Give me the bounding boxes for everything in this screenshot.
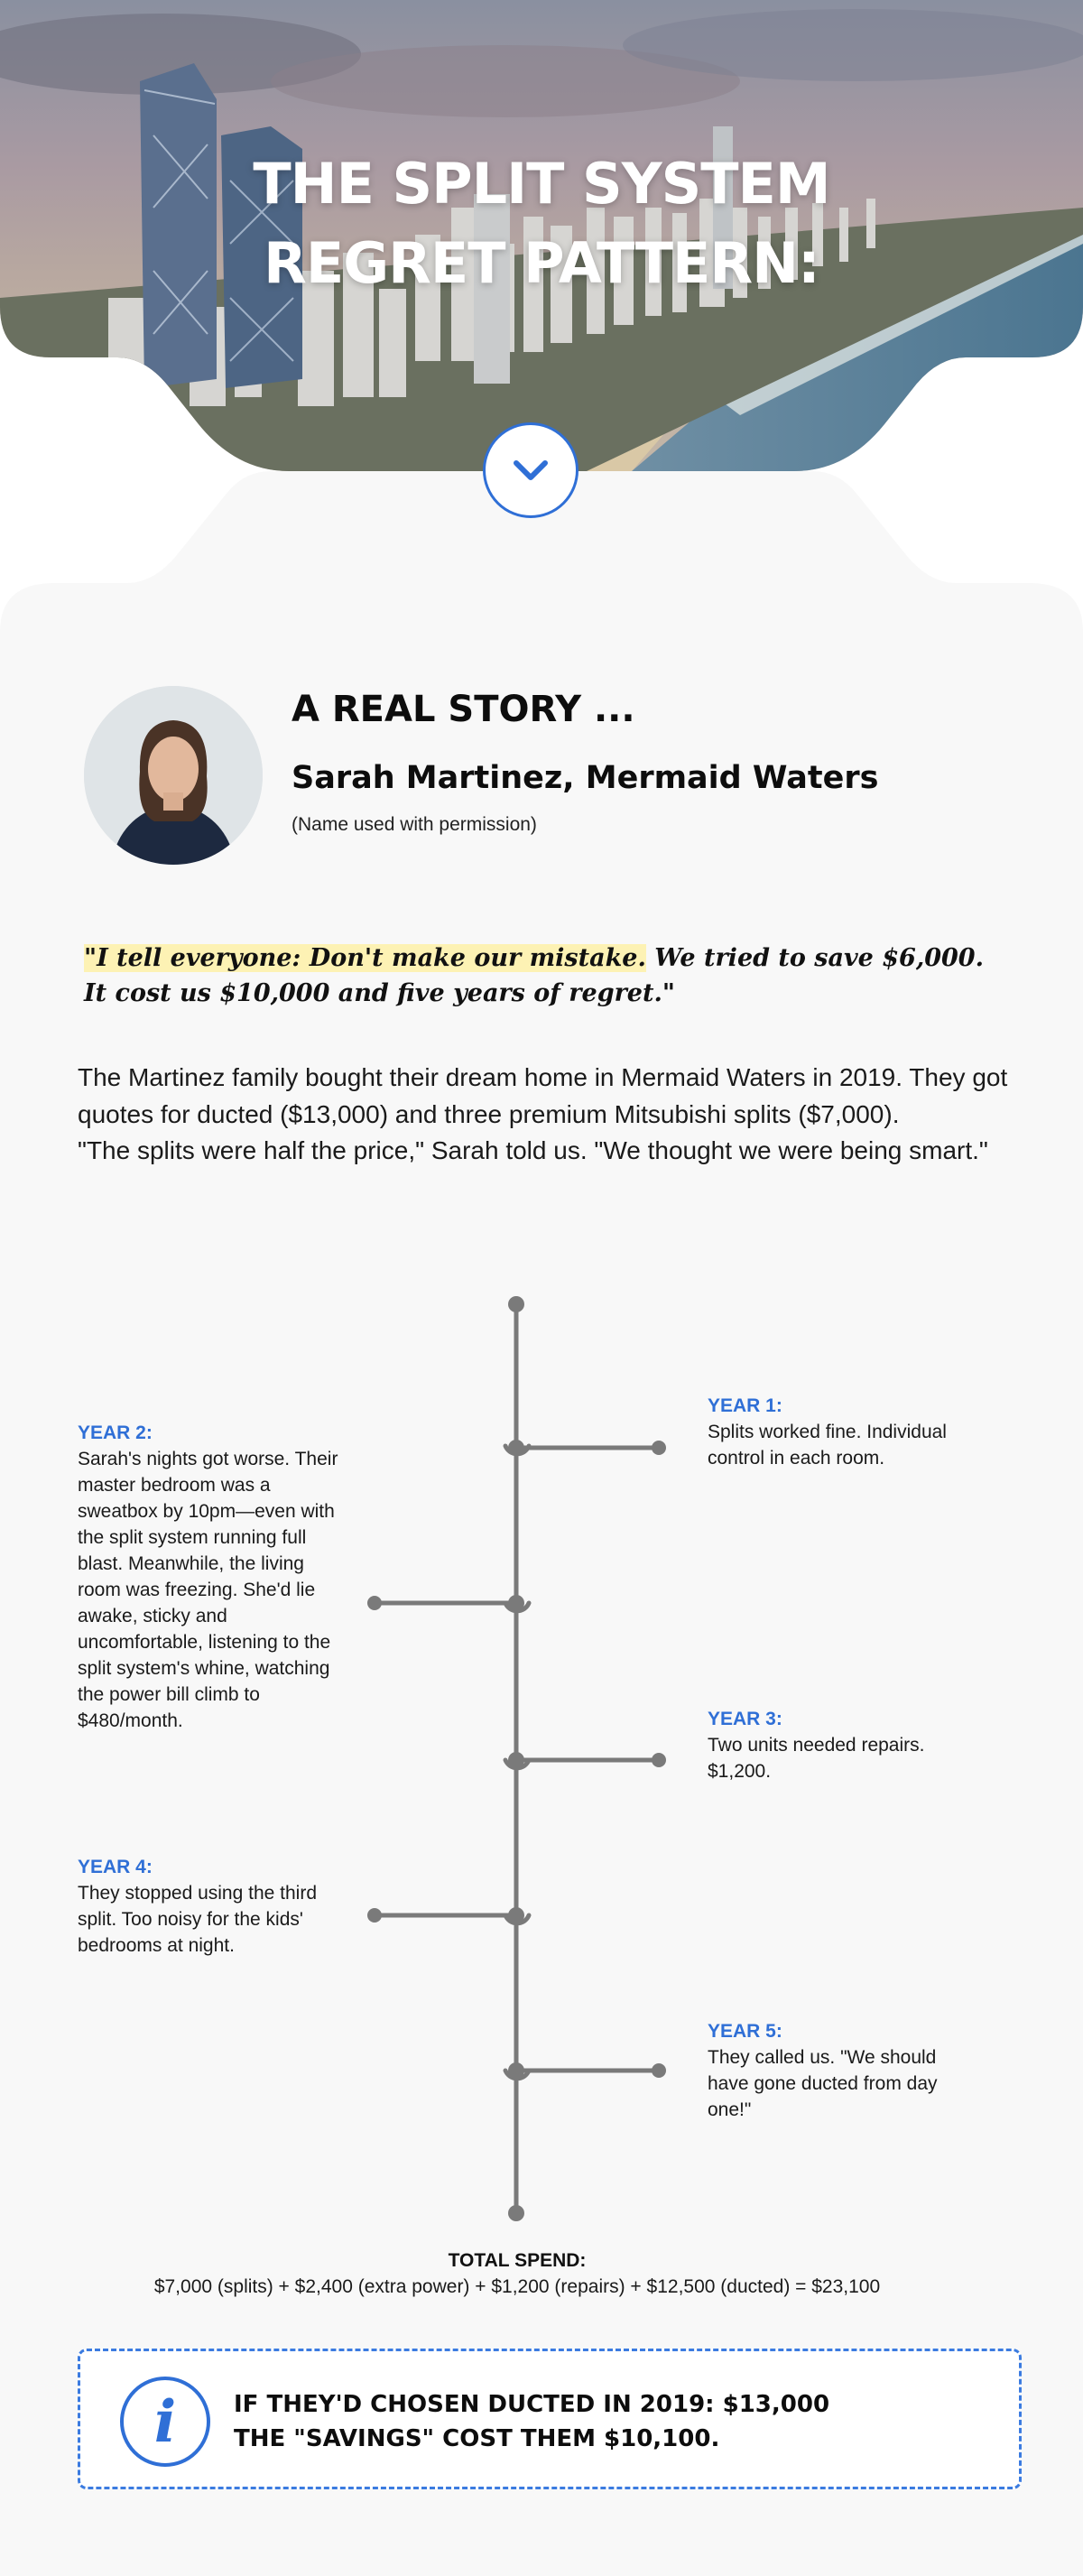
quote-text: We tried to save $6,000. It cost us $10,000 and five years of regret." bbox=[84, 944, 984, 1007]
timeline-item-year-4 bbox=[78, 1854, 348, 1959]
timeline-text: Sarah's nights got worse. Their master bedroom was a sweatbox by 10pm—even with the split system running full blast. Meanwhile, the living room was freezing. She'd lie awake, sticky and uncomfortable, listening to the split system's whine, watching the power bill climb to $480/month. bbox=[78, 1449, 338, 1731]
savings-callout bbox=[78, 2349, 1022, 2489]
scroll-down-button[interactable] bbox=[483, 422, 579, 518]
timeline-year: YEAR 5: bbox=[708, 2021, 782, 2042]
total-spend-equation: $7,000 (splits) + $2,400 (extra power) + $1,200 (repairs) + $12,500 (ducted) = $23,100 bbox=[153, 2276, 881, 2297]
avatar bbox=[84, 686, 263, 865]
story-label: A REAL STORY ... bbox=[292, 689, 635, 730]
timeline-year: YEAR 1: bbox=[708, 1395, 782, 1416]
story-paragraph: The Martinez family bought their dream home in Mermaid Waters in 2019. They got quotes for ducted ($13,000) and three premium Mitsubishi splits ($7,000). bbox=[78, 1063, 1008, 1128]
quote-highlight: "I tell everyone: Don't make our mistake. bbox=[84, 944, 646, 972]
timeline-text: Two units needed repairs. $1,200. bbox=[708, 1735, 925, 1782]
story-body bbox=[78, 1060, 1016, 1170]
timeline-item-year-3 bbox=[708, 1706, 978, 1784]
timeline-item-year-2 bbox=[78, 1420, 348, 1734]
timeline-year: YEAR 4: bbox=[78, 1857, 153, 1877]
info-icon: i bbox=[120, 2377, 210, 2467]
hero-title: THE SPLIT SYSTEM REGRET PATTERN: bbox=[253, 151, 830, 296]
timeline-year: YEAR 2: bbox=[78, 1422, 153, 1443]
timeline-text: They stopped using the third split. Too noisy for the kids' bedrooms at night. bbox=[78, 1883, 318, 1956]
portrait-photo bbox=[84, 686, 263, 865]
story-paragraph: "The splits were half the price," Sarah told us. "We thought we were being smart." bbox=[78, 1136, 988, 1164]
timeline-text: They called us. "We should have gone ducted from day one!" bbox=[708, 2047, 938, 2120]
permission-note: (Name used with permission) bbox=[292, 814, 537, 835]
total-spend-label: TOTAL SPEND: bbox=[448, 2250, 587, 2271]
timeline-text: Splits worked fine. Individual control in each room. bbox=[708, 1422, 947, 1469]
hero-banner bbox=[0, 0, 1083, 471]
chevron-down-icon bbox=[511, 458, 551, 483]
callout-headline: IF THEY'D CHOSEN DUCTED IN 2019: $13,000 bbox=[234, 2391, 830, 2418]
timeline-year: YEAR 3: bbox=[708, 1709, 782, 1729]
callout-subline: THE "SAVINGS" COST THEM $10,100. bbox=[234, 2425, 720, 2452]
story-person-name: Sarah Martinez, Mermaid Waters bbox=[292, 760, 879, 796]
timeline-item-year-5 bbox=[708, 2018, 978, 2123]
timeline-item-year-1 bbox=[708, 1393, 978, 1471]
testimonial-quote bbox=[84, 941, 1004, 1011]
